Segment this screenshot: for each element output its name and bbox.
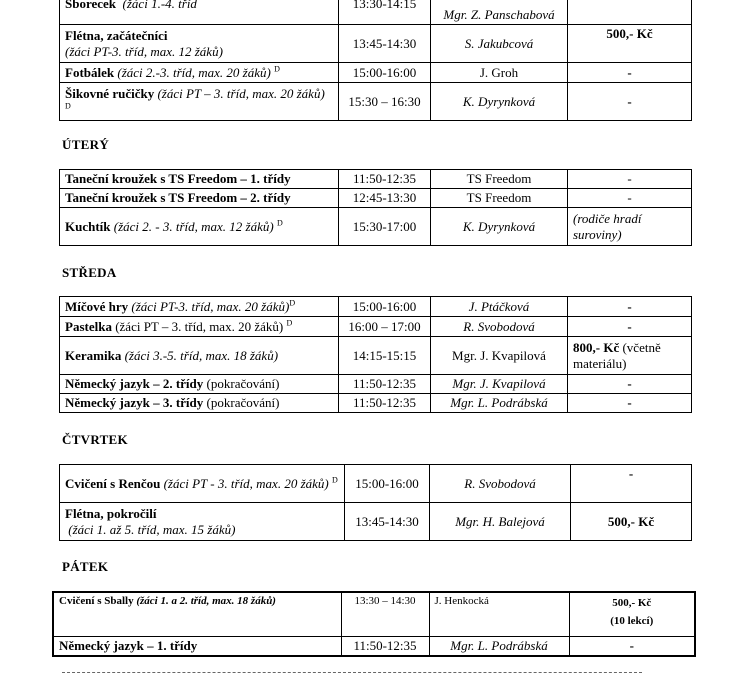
teacher-value: Mgr. J. Kvapilová	[452, 347, 546, 363]
teacher-cell	[429, 592, 569, 636]
teacher-value: TS Freedom	[466, 171, 532, 186]
activity-name: Míčové hry	[65, 298, 129, 314]
activity-cell	[60, 25, 339, 63]
table-row	[60, 208, 692, 246]
time-cell	[345, 465, 430, 503]
price-cell	[569, 636, 695, 656]
time-value: 13:30 – 14:30	[354, 595, 416, 607]
activity-note: (pokračování)	[206, 376, 280, 391]
teacher-value: Mgr. J. Kvapilová	[452, 376, 546, 391]
time-cell	[339, 170, 431, 189]
table-row	[60, 297, 692, 317]
activity-name: Flétna, pokročilí	[65, 505, 157, 521]
teacher-cell	[431, 0, 568, 25]
teacher-value: K. Dyrynková	[462, 93, 536, 109]
price-cell	[568, 394, 692, 413]
time-cell	[341, 592, 429, 636]
sup-mark: D	[274, 64, 280, 74]
activity-cell	[60, 465, 345, 503]
teacher-value: S. Jakubcová	[464, 35, 534, 51]
activity-note: (žáci PT-3. tříd, max. 20 žáků)	[131, 298, 290, 314]
time-cell	[339, 83, 431, 121]
sup-mark: D	[276, 218, 283, 228]
activity-name: Pastelka	[65, 318, 112, 334]
activity-note: (žáci PT-3. tříd, max. 12 žáků)	[65, 43, 223, 59]
price-cell	[568, 0, 692, 25]
teacher-value: TS Freedom	[466, 190, 532, 205]
day-heading-friday: PÁTEK	[62, 559, 109, 574]
teacher-cell	[431, 337, 568, 375]
activity-note: (žáci 3.-5. tříd, max. 18 žáků)	[124, 347, 279, 363]
activity-name: Německý jazyk – 3. třídy	[65, 395, 204, 410]
price-value: -	[627, 376, 632, 391]
activity-name: Cvičení s Renčou	[65, 475, 161, 491]
price-value: 500,- Kč	[607, 513, 655, 529]
activity-note: (žáci PT – 3. tříd, max. 20 žáků)	[115, 318, 284, 334]
price-cell	[568, 337, 692, 375]
teacher-cell	[431, 83, 568, 121]
time-value: 16:00 – 17:00	[348, 318, 421, 334]
time-value: 11:50-12:35	[353, 637, 417, 653]
activity-cell	[60, 189, 339, 208]
activity-cell	[60, 503, 345, 541]
day-heading-thursday: ČTVRTEK	[62, 432, 128, 447]
price-cell	[568, 83, 692, 121]
price-cell	[571, 465, 692, 503]
time-value: 14:15-15:15	[352, 347, 417, 363]
table-row	[60, 394, 692, 413]
table-row	[60, 317, 692, 337]
table-row	[60, 337, 692, 375]
sup-mark: D	[65, 101, 71, 111]
activity-name: Flétna, začátečníci	[65, 27, 168, 43]
time-value: 11:50-12:35	[352, 171, 417, 186]
teacher-cell	[431, 317, 568, 337]
price-value: 500,- Kč	[612, 597, 652, 609]
price-cell	[568, 317, 692, 337]
activity-note: (žáci 2. - 3. tříd, max. 12 žáků)	[113, 218, 274, 234]
price-value: -	[627, 395, 632, 410]
table-row	[53, 592, 695, 636]
time-value: 15:00-16:00	[355, 475, 419, 491]
time-cell	[339, 394, 431, 413]
price-cell	[568, 208, 692, 246]
price-value: 500,- Kč	[606, 26, 653, 41]
time-value: 13:45-14:30	[352, 35, 417, 51]
price-value: -	[627, 190, 632, 205]
table-row	[53, 636, 695, 656]
teacher-cell	[431, 189, 568, 208]
sup-mark: D	[286, 318, 293, 328]
price-value: -	[627, 64, 632, 80]
price-value: -	[627, 171, 632, 186]
activity-cell	[60, 208, 339, 246]
activity-cell	[53, 636, 341, 656]
activity-note: (žáci 1.-4. tříd	[122, 0, 197, 11]
time-cell	[339, 208, 431, 246]
activity-note: (žáci 1. a 2. tříd, max. 18 žáků)	[136, 595, 276, 607]
activity-name: Fotbálek	[65, 64, 115, 80]
teacher-cell	[431, 394, 568, 413]
activity-name: Německý jazyk – 1. třídy	[59, 637, 198, 653]
price-note: (10 lekcí)	[610, 615, 654, 627]
teacher-cell	[429, 636, 569, 656]
time-value: 13:45-14:30	[355, 513, 419, 529]
time-cell	[341, 636, 429, 656]
friday-table	[52, 591, 696, 657]
activity-note: (žáci PT – 3. tříd, max. 20 žáků)	[157, 85, 325, 101]
teacher-value: K. Dyrynková	[462, 218, 536, 234]
time-cell	[339, 375, 431, 394]
activity-cell	[60, 317, 339, 337]
activity-cell	[60, 0, 339, 25]
monday-table	[59, 0, 692, 121]
price-value: -	[628, 466, 634, 481]
price-value: -	[627, 93, 632, 109]
price-value: (rodiče hradí suroviny)	[573, 210, 642, 242]
teacher-value: J. Ptáčková	[468, 298, 530, 314]
teacher-value: Mgr. Z. Panschabová	[443, 7, 555, 22]
activity-note: (pokračování)	[206, 395, 280, 410]
sup-mark: D	[331, 475, 338, 485]
time-value: 11:50-12:35	[352, 395, 417, 410]
activity-name: Cvičení s Sbally	[59, 595, 134, 607]
time-value: 15:30-17:00	[352, 218, 417, 234]
teacher-value: R. Svobodová	[463, 318, 535, 334]
activity-name: Taneční kroužek s TS Freedom – 2. třídy	[65, 190, 291, 205]
activity-name: Německý jazyk – 2. třídy	[65, 376, 204, 391]
table-row	[60, 375, 692, 394]
price-value: -	[627, 318, 632, 334]
price-cell	[568, 25, 692, 63]
teacher-value: Mgr. L. Podrábská	[450, 395, 548, 410]
table-row	[60, 63, 692, 83]
activity-note: (žáci 1. až 5. tříd, max. 15 žáků)	[68, 521, 236, 537]
teacher-cell	[431, 208, 568, 246]
page-bottom-divider	[62, 672, 642, 673]
price-cell	[571, 503, 692, 541]
teacher-value: R. Svobodová	[464, 475, 536, 491]
table-row	[60, 189, 692, 208]
price-cell	[568, 189, 692, 208]
teacher-value: J. Henkocká	[434, 595, 489, 607]
activity-name: Keramika	[65, 347, 122, 363]
time-cell	[339, 337, 431, 375]
teacher-cell	[431, 170, 568, 189]
time-cell	[345, 503, 430, 541]
activity-cell	[53, 592, 341, 636]
table-row	[60, 25, 692, 63]
activity-name: Taneční kroužek s TS Freedom – 1. třídy	[65, 171, 291, 186]
time-cell	[339, 297, 431, 317]
teacher-cell	[430, 465, 571, 503]
teacher-cell	[431, 25, 568, 63]
time-value: 11:50-12:35	[352, 376, 417, 391]
activity-cell	[60, 375, 339, 394]
teacher-cell	[431, 375, 568, 394]
table-row	[60, 0, 692, 25]
activity-name: Kuchtík	[65, 218, 111, 234]
day-heading-tuesday: ÚTERÝ	[62, 137, 110, 152]
teacher-value: J. Groh	[479, 64, 519, 80]
activity-cell	[60, 337, 339, 375]
time-value: 15:00-16:00	[352, 298, 417, 314]
thursday-table	[59, 464, 692, 541]
price-value: -	[629, 637, 634, 653]
sup-mark: D	[289, 298, 296, 308]
price-cell	[568, 170, 692, 189]
price-value: -	[627, 298, 632, 314]
time-value: 13:30-14:15	[352, 0, 417, 11]
time-cell	[339, 25, 431, 63]
activity-cell	[60, 83, 339, 121]
time-value: 15:00-16:00	[352, 64, 417, 80]
teacher-cell	[430, 503, 571, 541]
time-value: 12:45-13:30	[352, 190, 417, 205]
activity-cell	[60, 394, 339, 413]
table-row	[60, 170, 692, 189]
activity-note: (žáci PT - 3. tříd, max. 20 žáků)	[163, 475, 329, 491]
activity-note: (žáci 2.-3. tříd, max. 20 žáků)	[117, 64, 271, 80]
time-cell	[339, 189, 431, 208]
price-cell	[568, 63, 692, 83]
activity-name: Sborecek	[65, 0, 117, 11]
price-cell	[568, 375, 692, 394]
day-heading-wednesday: STŘEDA	[62, 265, 117, 280]
teacher-cell	[431, 297, 568, 317]
tuesday-table	[59, 169, 692, 246]
time-cell	[339, 63, 431, 83]
activity-name: Šikovné ručičky	[65, 85, 155, 101]
time-cell	[339, 0, 431, 25]
table-row	[60, 83, 692, 121]
table-row	[60, 465, 692, 503]
price-note: (včetně materiálu)	[573, 339, 661, 371]
time-cell	[339, 317, 431, 337]
price-cell	[568, 297, 692, 317]
activity-cell	[60, 63, 339, 83]
teacher-cell	[431, 63, 568, 83]
time-value: 15:30 – 16:30	[348, 93, 421, 109]
teacher-value: Mgr. H. Balejová	[455, 513, 545, 529]
wednesday-table	[59, 296, 692, 413]
activity-cell	[60, 170, 339, 189]
table-row	[60, 503, 692, 541]
price-value: 800,- Kč	[573, 339, 620, 355]
price-cell	[569, 592, 695, 636]
activity-cell	[60, 297, 339, 317]
teacher-value: Mgr. L. Podrábská	[450, 637, 548, 653]
